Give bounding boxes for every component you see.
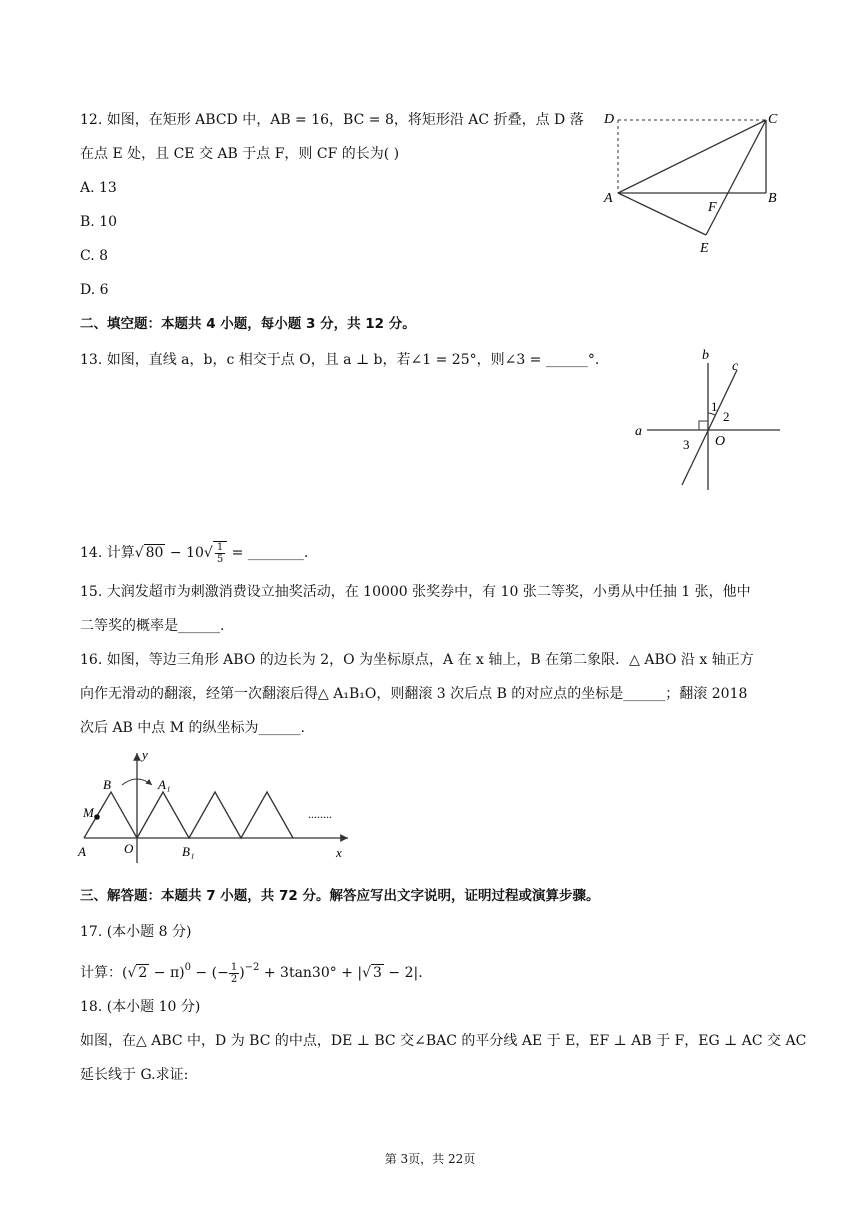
- q12-option-a: A. 13: [80, 180, 117, 196]
- q17-half: $\frac{1}{2}$: [230, 961, 238, 985]
- q18-line1: 如图，在△ ABC 中，D 为 BC 的中点，DE ⊥ BC 交∠BAC 的平分线 AE 于 E，EF ⊥ AB 于 F，EG ⊥ AC 交 AC: [80, 1033, 807, 1049]
- q12-option-c: C. 8: [80, 248, 109, 264]
- q15-line1: 15. 大润发超市为刺激消费设立抽奖活动，在 10000 张奖券中，有 10 张二等奖，小勇从中任抽 1 张，他中: [80, 584, 751, 600]
- q16-line2: 向作无滑动的翻滚，经第一次翻滚后得△ A₁B₁O，则翻滚 3 次后点 B 的对应点的坐标是______；翻滚 2018: [80, 686, 748, 702]
- q13-label-b: b: [702, 348, 709, 363]
- q16-line1: 16. 如图，等边三角形 ABO 的边长为 2，O 为坐标原点，A 在 x 轴上，B 在第二象限．△ ABO 沿 x 轴正方: [80, 652, 754, 668]
- q12-label-e: E: [700, 241, 709, 256]
- q16-label-y: y: [142, 747, 148, 762]
- q13-label-3: 3: [683, 437, 690, 452]
- q14-suffix: = ________.: [227, 545, 309, 561]
- q14-minus: − 10: [165, 545, 204, 561]
- q16-label-b1: B₁: [182, 844, 195, 859]
- q17-sqrt3: 3: [373, 965, 382, 981]
- page-footer: 第 3页，共 22页: [384, 1152, 476, 1166]
- q12-label-c: C: [768, 112, 778, 127]
- section3-heading: 三、解答题：本题共 7 小题，共 72 分。解答应写出文字说明，证明过程或演算步骤。: [80, 888, 600, 904]
- section2-heading: 二、填空题：本题共 4 小题，每小题 3 分，共 12 分。: [80, 316, 416, 332]
- q16-label-b: B: [103, 777, 111, 792]
- q14-fraction: $\frac{1}{5}$: [213, 541, 227, 565]
- q13-label-c: c: [732, 359, 739, 374]
- q16-line3: 次后 AB 中点 M 的纵坐标为______.: [80, 720, 305, 736]
- q13-figure: [625, 345, 785, 495]
- q13-text: 13. 如图，直线 a，b，c 相交于点 O，且 a ⊥ b，若∠1 = 25°，则∠3 = ______°.: [80, 352, 600, 368]
- q16-label-x: x: [336, 845, 342, 860]
- q15-line2: 二等奖的概率是______.: [80, 618, 225, 634]
- q14-expression: 14. 计算√ 80 − 10√ $\frac{1}{5}$ = ________.: [80, 542, 309, 565]
- q13-label-o: O: [715, 434, 726, 449]
- q18-header: 18. (本小题 10 分): [80, 999, 201, 1015]
- q16-label-m: M: [83, 805, 94, 820]
- q12-option-b: B. 10: [80, 214, 118, 230]
- q14-sqrt80: 80: [145, 545, 164, 561]
- q16-dots: ........: [308, 807, 332, 821]
- q12-line1: 12. 如图，在矩形 ABCD 中，AB = 16，BC = 8，将矩形沿 AC 折叠，点 D 落: [80, 112, 584, 128]
- q17-expression: 计算：(√ 2 − π)$^0$ − (− $\frac{1}{2}$ )$^{-2}$ + 3tan30° + |√ 3 − 2|.: [80, 961, 423, 985]
- q12-figure: [598, 105, 788, 260]
- q12-option-d: D. 6: [80, 282, 109, 298]
- q18-line2: 延长线于 G.求证:: [80, 1067, 189, 1083]
- q16-label-o: O: [124, 841, 134, 856]
- q12-label-d: D: [604, 112, 615, 127]
- q16-label-a1: A₁: [158, 777, 171, 792]
- q14-prefix: 14. 计算: [80, 545, 135, 561]
- q16-label-a: A: [78, 844, 86, 859]
- q13-label-a: a: [635, 424, 642, 439]
- q17-sqrt2: 2: [138, 965, 148, 981]
- q13-label-2: 2: [723, 409, 730, 424]
- q12-label-b: B: [768, 191, 777, 206]
- q16-figure: [76, 745, 356, 870]
- q12-label-a: A: [604, 191, 613, 206]
- q12-label-f: F: [708, 200, 717, 215]
- q13-label-1: 1: [711, 399, 718, 414]
- q17-header: 17. (本小题 8 分): [80, 924, 192, 940]
- q12-line2: 在点 E 处，且 CE 交 AB 于点 F，则 CF 的长为( ): [80, 146, 400, 162]
